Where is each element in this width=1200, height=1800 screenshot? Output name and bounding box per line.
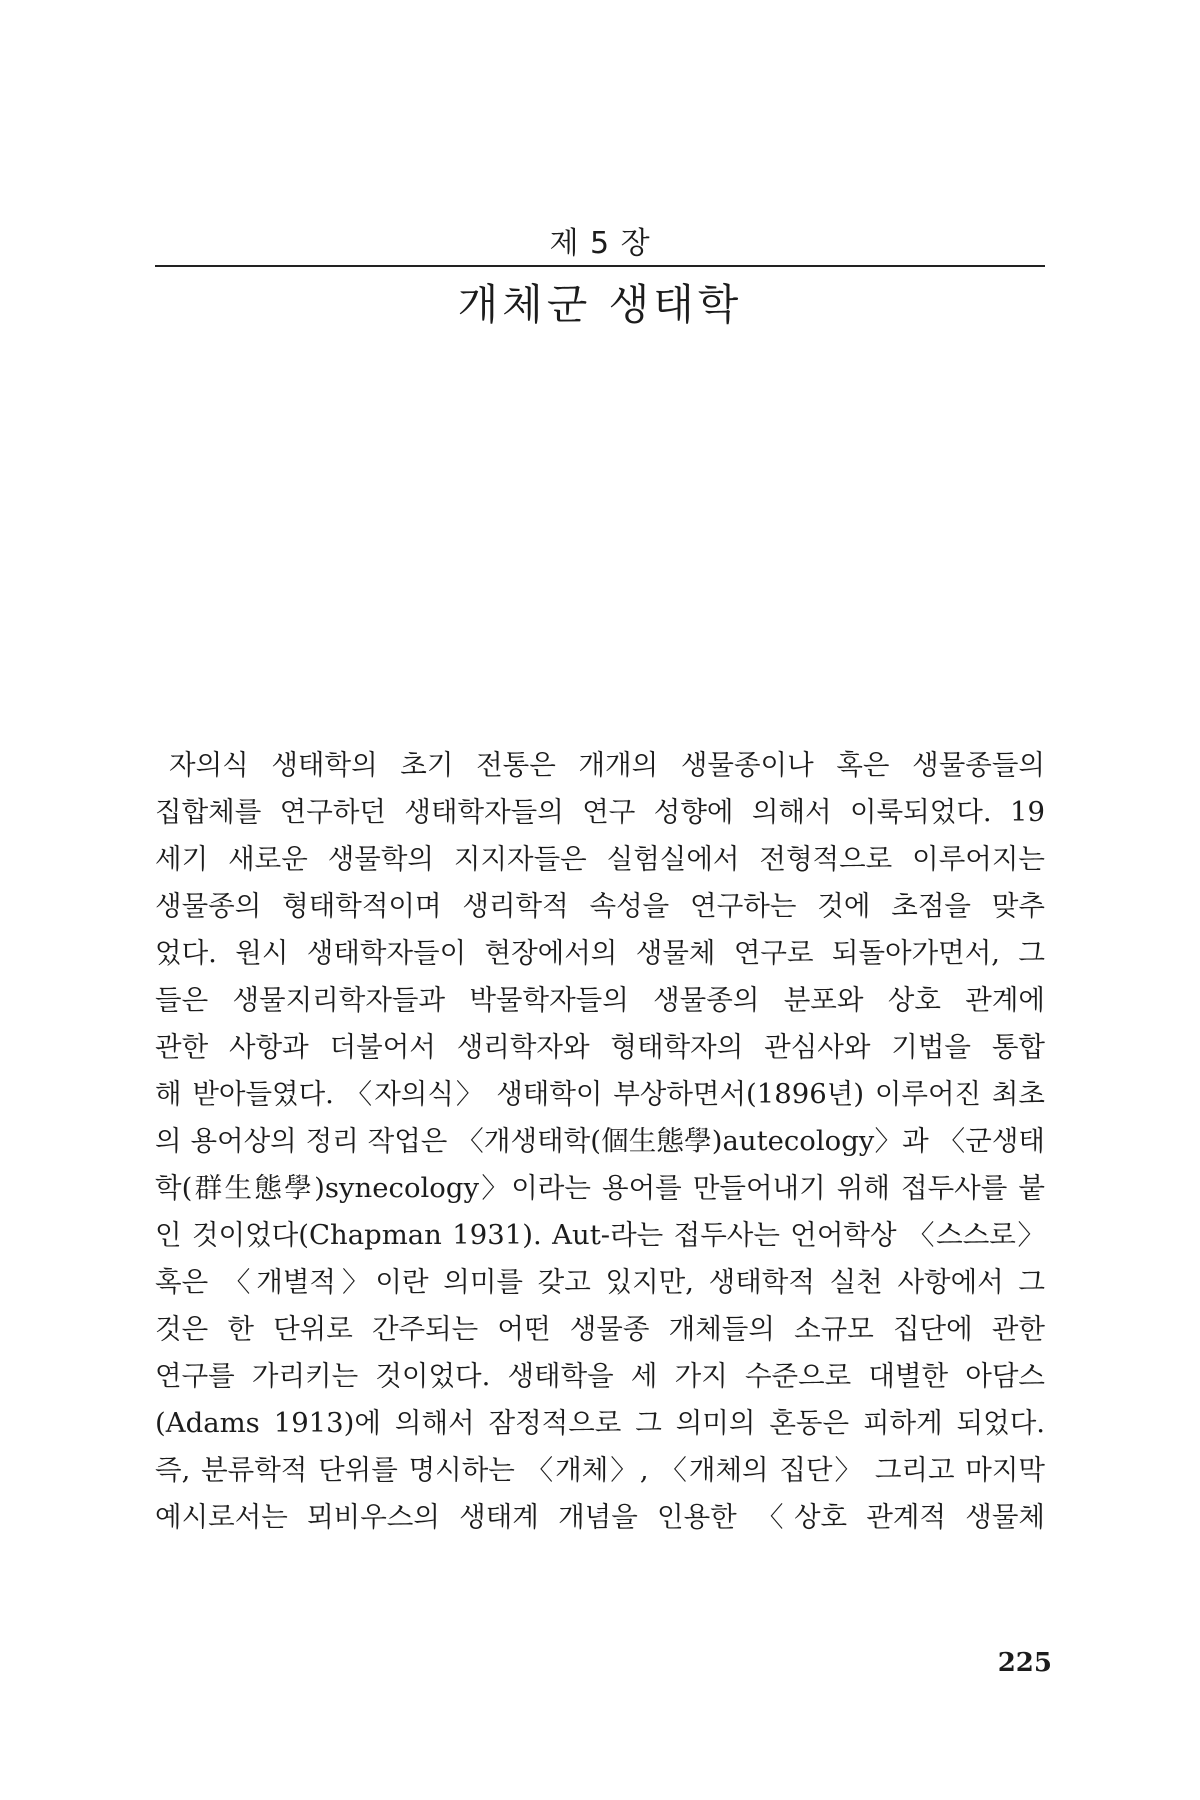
text-line: 자의식 생태학의 초기 전통은 개개의 생물종이나 혹은 생물종들의 (169, 749, 1045, 781)
text-line: 예시로서는 뫼비우스의 생태계 개념을 인용한 〈상호 관계적 생물체 (155, 1501, 1045, 1533)
text-line: 것은 한 단위로 간주되는 어떤 생물종 개체들의 소규모 집단에 관한 (155, 1313, 1045, 1345)
text-line: 의 용어상의 정리 작업은 〈개생태학(個生態學)autecology〉과 〈군생태 (155, 1125, 1045, 1157)
text-line: 었다. 원시 생태학자들이 현장에서의 생물체 연구로 되돌아가면서, 그 (155, 937, 1045, 969)
text-line: 집합체를 연구하던 생태학자들의 연구 성향에 의해서 이룩되었다. 19 (155, 796, 1045, 828)
text-line: 연구를 가리키는 것이었다. 생태학을 세 가지 수준으로 대별한 아담스 (155, 1360, 1045, 1392)
body-paragraph (155, 742, 1045, 1541)
text-line: 해 받아들였다. 〈자의식〉 생태학이 부상하면서(1896년) 이루어진 최초 (155, 1078, 1045, 1110)
text-line: 생물종의 형태학적이며 생리학적 속성을 연구하는 것에 초점을 맞추 (155, 890, 1045, 922)
text-line: 혹은 〈개별적〉이란 의미를 갖고 있지만, 생태학적 실천 사항에서 그 (155, 1266, 1045, 1298)
page-number: 225 (997, 1648, 1052, 1678)
chapter-title: 개체군 생태학 (457, 280, 743, 329)
chapter-number: 제 5 장 (549, 226, 651, 261)
text-line: 인 것이었다(Chapman 1931). Aut-라는 접두사는 언어학상 〈스스로〉 (155, 1219, 1045, 1251)
text-line: 학(群生態學)synecology〉이라는 용어를 만들어내기 위해 접두사를 붙 (155, 1172, 1045, 1204)
text-line: (Adams 1913)에 의해서 잠정적으로 그 의미의 혼동은 피하게 되었다. (155, 1407, 1045, 1439)
header-rule (155, 265, 1045, 267)
text-line: 들은 생물지리학자들과 박물학자들의 생물종의 분포와 상호 관계에 (155, 984, 1045, 1016)
text-line: 세기 새로운 생물학의 지지자들은 실험실에서 전형적으로 이루어지는 (155, 843, 1045, 875)
text-line: 즉, 분류학적 단위를 명시하는 〈개체〉, 〈개체의 집단〉 그리고 마지막 (155, 1454, 1045, 1486)
text-line: 관한 사항과 더불어서 생리학자와 형태학자의 관심사와 기법을 통합 (155, 1031, 1045, 1063)
